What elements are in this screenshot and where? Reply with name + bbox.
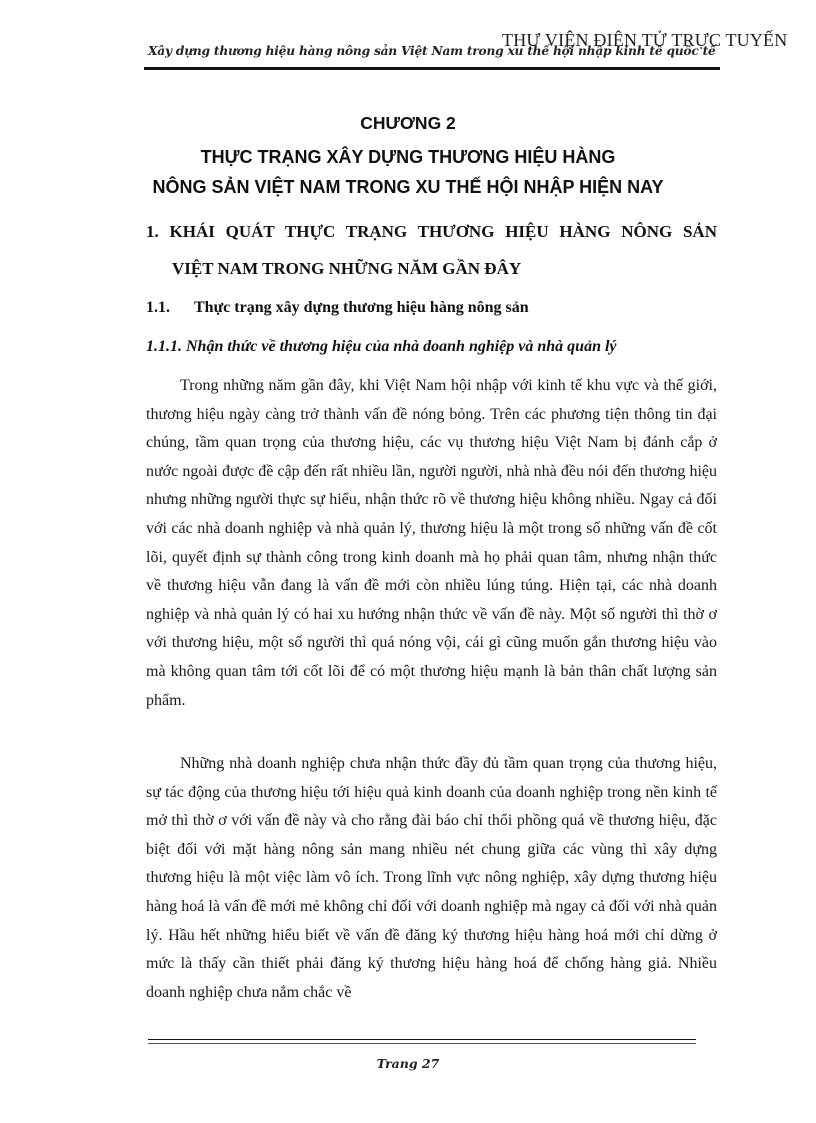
subsection-title: Thực trạng xây dựng thương hiệu hàng nông sản xyxy=(194,299,529,316)
section-heading-line-1: 1. KHÁI QUÁT THỰC TRẠNG THƯƠNG HIỆU HÀNG NÔNG SẢN xyxy=(146,222,717,241)
footer-divider-thin xyxy=(148,1043,696,1044)
chapter-number: CHƯƠNG 2 xyxy=(360,113,456,133)
body-paragraph: Những nhà doanh nghiệp chưa nhận thức đầy đủ tầm quan trọng của thương hiệu, sự tác động của thương hiệu tới hiệu quả kinh doanh của doanh nghiệp trong nền kinh tế mở thì thờ ơ với vấn đề này và cho rằng đài báo chỉ thổi phồng quá về thương hiệu, đặc biệt đối với mặt hàng nông sản mang nhiều nét chung giữa các vùng thì xây dựng thương hiệu là một việc làm vô ích. Trong lĩnh vực nông nghiệp, xây dựng thương hiệu hàng hoá là vấn đề mới mẻ không chỉ đối với doanh nghiệp mà ngay cả đối với nhà quản lý. Hầu hết những hiểu biết về vấn đề đăng ký thương hiệu hàng hoá mới chỉ dừng ở mức là thấy cần thiết phải đăng ký thương hiệu hàng hoá để chống hàng giả. Nhiều doanh nghiệp chưa nắm chắc về xyxy=(146,755,717,1001)
header-divider xyxy=(144,67,720,70)
subsection-heading xyxy=(146,299,529,317)
library-watermark: THƯ VIỆN ĐIỆN TỬ TRỰC TUYẾN xyxy=(502,30,788,50)
footer-divider xyxy=(148,1039,696,1040)
subsection-number: 1.1. xyxy=(146,299,170,316)
subsubsection-heading: 1.1.1. Nhận thức về thương hiệu của nhà doanh nghiệp và nhà quản lý xyxy=(146,338,617,355)
chapter-title-line-2: NÔNG SẢN VIỆT NAM TRONG XU THẾ HỘI NHẬP HIỆN NAY xyxy=(152,177,664,197)
running-header-title: Xây dựng thương hiệu hàng nông sản Việt Nam trong xu thế hội nhập kinh tế quốc tế xyxy=(148,44,716,58)
section-heading-line-2: VIỆT NAM TRONG NHỮNG NĂM GẦN ĐÂY xyxy=(172,259,522,278)
chapter-title-line-1: THỰC TRẠNG XÂY DỰNG THƯƠNG HIỆU HÀNG xyxy=(200,147,616,167)
page-number: Trang 27 xyxy=(376,1056,440,1071)
body-paragraph: Trong những năm gần đây, khi Việt Nam hội nhập với kinh tế khu vực và thế giới, thương hiệu ngày càng trở thành vấn đề nóng bỏng. Trên các phương tiện thông tin đại chúng, tầm quan trọng của thương hiệu, các vụ thương hiệu Việt Nam bị đánh cắp ở nước ngoài được đề cập đến rất nhiều lần, người người, nhà nhà đều nói đến thương hiệu nhưng những người thực sự hiểu, nhận thức rõ về thương hiệu không nhiều. Ngay cả đối với các nhà doanh nghiệp và nhà quản lý, thương hiệu là một trong số những vấn đề cốt lõi, quyết định sự thành công trong kinh doanh mà họ phải quan tâm, nhưng nhận thức về thương hiệu vẫn đang là vấn đề mới còn nhiều lúng túng. Hiện tại, các nhà doanh nghiệp và nhà quản lý có hai xu hướng nhận thức về vấn đề này. Một số người thì thờ ơ với thương hiệu, một số người thì quá nóng vội, cái gì cũng muốn gắn thương hiệu vào mà không quan tâm tới cốt lõi để có một thương hiệu mạnh là bản thân chất lượng sản phẩm. xyxy=(146,377,717,709)
